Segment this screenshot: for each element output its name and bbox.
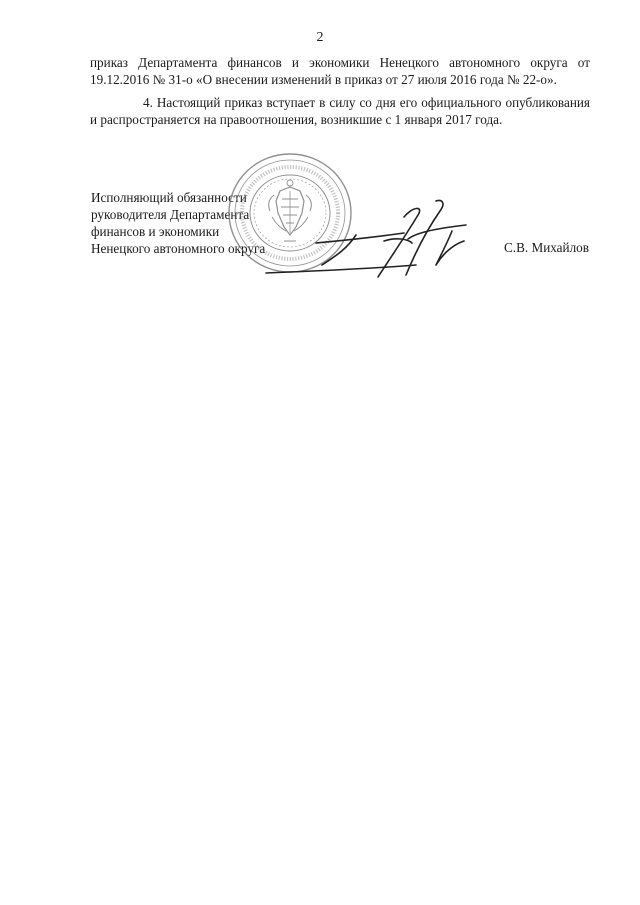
signer-position-line: руководителя Департамента xyxy=(91,207,250,222)
paragraph-order-reference: приказ Департамента финансов и экономики Ненецкого автономного округа от 19.12.2016 № 31-о «О внесении изменений в приказ от 27 июля 2016 года № 22-о». xyxy=(90,55,590,87)
signer-name: С.В. Михайлов xyxy=(504,240,589,255)
signer-position-line: Ненецкого автономного округа xyxy=(91,241,266,256)
page-number: 2 xyxy=(316,30,324,45)
signer-position-line: финансов и экономики xyxy=(91,224,220,239)
paragraph-effective-date: 4. Настоящий приказ вступает в силу со дня его официального опубликования и распространяется на правоотношения, возникшие с 1 января 2017 года. xyxy=(90,95,590,127)
handwritten-signature-icon xyxy=(256,195,496,285)
signer-position-line: Исполняющий обязанности xyxy=(91,190,247,205)
